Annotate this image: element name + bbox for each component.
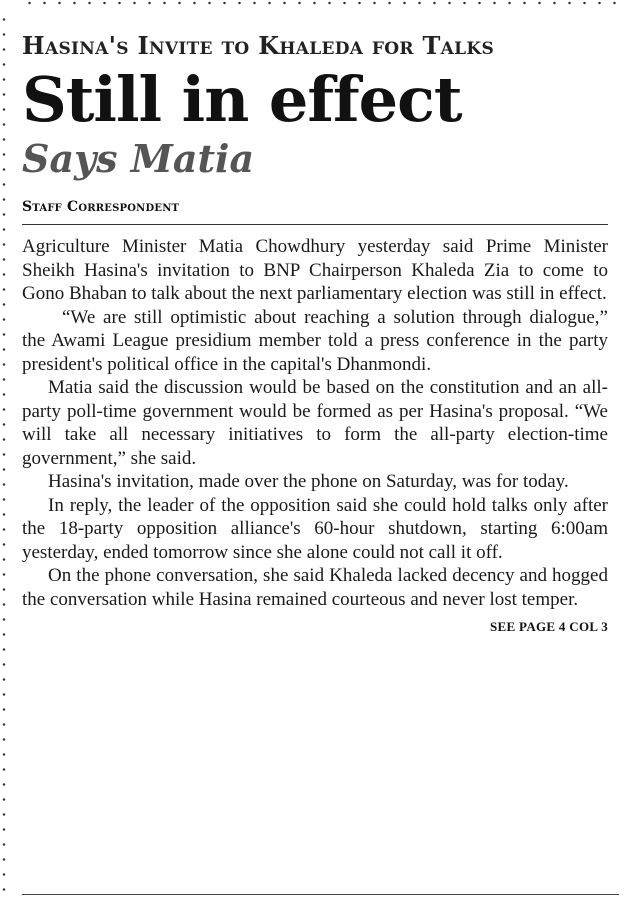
- news-clipping: [22, 30, 620, 635]
- dotted-border-top: [22, 0, 621, 6]
- subhead: Says Matia: [22, 136, 255, 181]
- paragraph: In reply, the leader of the opposition said she could hold talks only after the 18-party opposition alliance's 60-hour shutdown, starting 6:00am yesterday, ended tomorrow since she alone could not call it off.: [22, 494, 608, 563]
- dotted-border-left: [1, 12, 7, 897]
- paragraph: Agriculture Minister Matia Chowdhury yesterday said Prime Minister Sheikh Hasina's invitation to BNP Chairperson Khaleda Zia to come to Gono Bhaban to talk about the next parliamentary election was still in effect.: [22, 236, 608, 304]
- bottom-rule: [22, 894, 619, 895]
- paragraph: Hasina's invitation, made over the phone on Saturday, was for today.: [48, 471, 569, 492]
- paragraph: “We are still optimistic about reaching a solution through dialogue,” the Awami League presidium member told a press conference in the party president's political office in the capital's Dhanmondi.: [22, 306, 608, 375]
- kicker-text: Hasina's Invite to Khaleda for Talks: [22, 31, 495, 60]
- paragraph: Matia said the discussion would be based on the constitution and an all-party poll-time government would be formed as per Hasina's proposal. “We will take all necessary initiatives to form the all-party election-time government,” she said.: [22, 377, 608, 469]
- paragraph: On the phone conversation, she said Khaleda lacked decency and hogged the conversation while Hasina remained courteous and never lost temper.: [22, 565, 608, 610]
- kicker: [22, 30, 620, 62]
- byline: Staff Correspondent: [22, 199, 180, 215]
- article-body: [22, 235, 608, 611]
- continuation-note: SEE PAGE 4 COL 3: [490, 619, 608, 634]
- headline: Still in effect: [22, 63, 462, 136]
- byline-rule: [22, 224, 608, 225]
